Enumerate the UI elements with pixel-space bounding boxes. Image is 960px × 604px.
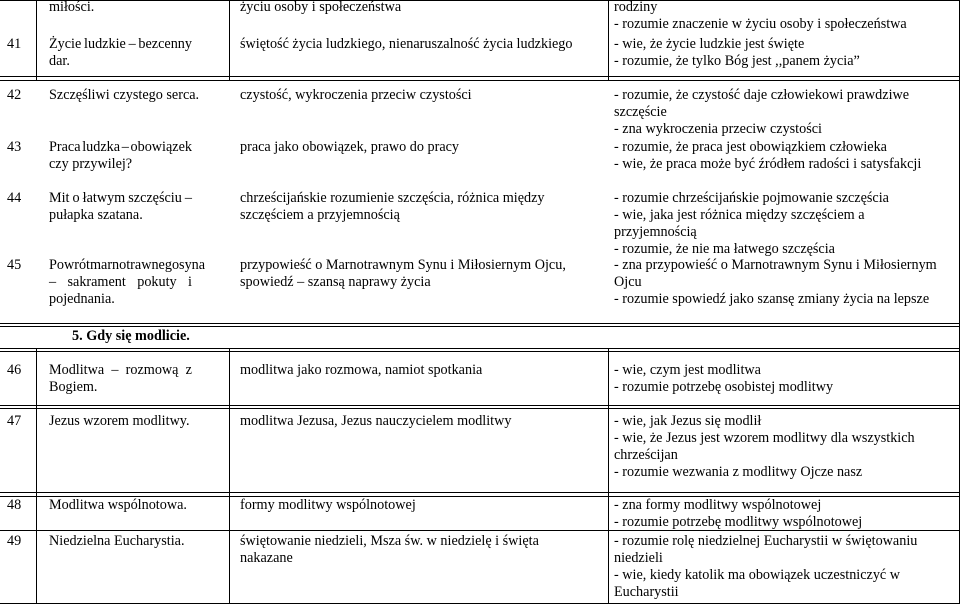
cell-row48-title: Modlitwa wspólnotowa. <box>49 497 187 513</box>
cell-row46-content: modlitwa jako rozmowa, namiot spotkania <box>240 362 483 378</box>
cell-row45-num: 45 <box>7 257 22 273</box>
cell-row41-content: świętość życia ludzkiego, nienaruszalność życia ludzkiego <box>240 36 573 52</box>
cell-row49-title: Niedzielna Eucharystia. <box>49 533 185 549</box>
cell-row41-num: 41 <box>7 36 22 52</box>
cell-row46-requirements: - wie, czym jest modlitwa - rozumie potrzebę osobistej modlitwy <box>614 362 834 395</box>
cell-row45-title: Powrót marnotrawnego syna – sakrament pokuty i pojednania. <box>49 257 206 307</box>
cell-row44-requirements: - rozumie chrześcijańskie pojmowanie szczęścia - wie, jaka jest różnica między szczęściem a przyjemnością - rozumie, że nie ma łatwego szczęścia <box>614 190 889 257</box>
cell-row45-requirements: - zna przypowieść o Marnotrawnym Synu i Miłosiernym Ojcu - rozumie spowiedź jako szansę zmiany życia na lepsze <box>614 257 937 307</box>
cell-row49-num: 49 <box>7 533 22 549</box>
cell-row0-title: miłości. <box>49 0 95 15</box>
cell-row41-title: Życie ludzkie – bezcenny dar. <box>49 36 192 69</box>
cell-row43-content: praca jako obowiązek, prawo do pracy <box>240 139 460 155</box>
cell-row43-requirements: - rozumie, że praca jest obowiązkiem człowieka - wie, że praca może być źródłem radości i satysfakcji <box>614 139 922 172</box>
cell-row47-content: modlitwa Jezusa, Jezus nauczycielem modlitwy <box>240 413 512 429</box>
cell-row49-requirements: - rozumie rolę niedzielnej Eucharystii w świętowaniu niedzieli - wie, kiedy katolik ma obowiązek uczestniczyć w Eucharystii <box>614 533 918 600</box>
cell-row44-content: chrześcijańskie rozumienie szczęścia, różnica między szczęściem a przyjemnością <box>240 190 545 223</box>
cell-row47-num: 47 <box>7 413 22 429</box>
cell-row46-num: 46 <box>7 362 22 378</box>
cell-row44-num: 44 <box>7 190 22 206</box>
cell-row47-requirements: - wie, jak Jezus się modlił - wie, że Jezus jest wzorem modlitwy dla wszystkich chrześcijan - rozumie wezwania z modlitwy Ojcze nasz <box>614 413 915 480</box>
cell-row42-requirements: - rozumie, że czystość daje człowiekowi prawdziwe szczęście - zna wykroczenia przeciw czystości <box>614 87 910 137</box>
cell-row42-content: czystość, wykroczenia przeciw czystości <box>240 87 472 103</box>
cell-row43-num: 43 <box>7 139 22 155</box>
cell-row0-content: życiu osoby i społeczeństwa <box>240 0 402 15</box>
section-heading: 5. Gdy się modlicie. <box>72 328 190 344</box>
cell-row0-requirements: rodziny - rozumie znaczenie w życiu osoby i społeczeństwa <box>614 0 907 32</box>
cell-row41-requirements: - wie, że życie ludzkie jest święte - rozumie, że tylko Bóg jest ,,panem życia” <box>614 36 860 69</box>
cell-row43-title: Praca ludzka – obowiązek czy przywilej? <box>49 139 192 172</box>
cell-row48-requirements: - zna formy modlitwy wspólnotowej - rozumie potrzebę modlitwy wspólnotowej <box>614 497 863 530</box>
cell-row47-title: Jezus wzorem modlitwy. <box>49 413 190 429</box>
cell-row49-content: świętowanie niedzieli, Msza św. w niedzielę i święta nakazane <box>240 533 539 566</box>
cell-row44-title: Mit o łatwym szczęściu – pułapka szatana. <box>49 190 192 223</box>
cell-row42-title: Szczęśliwi czystego serca. <box>49 87 200 103</box>
cell-row45-content: przypowieść o Marnotrawnym Synu i Miłosiernym Ojcu, spowiedź – szansą naprawy życia <box>240 257 566 290</box>
cell-row48-content: formy modlitwy wspólnotowej <box>240 497 416 513</box>
cell-row42-num: 42 <box>7 87 22 103</box>
cell-row48-num: 48 <box>7 497 22 513</box>
cell-row46-title: Modlitwa – rozmową z Bogiem. <box>49 362 192 395</box>
